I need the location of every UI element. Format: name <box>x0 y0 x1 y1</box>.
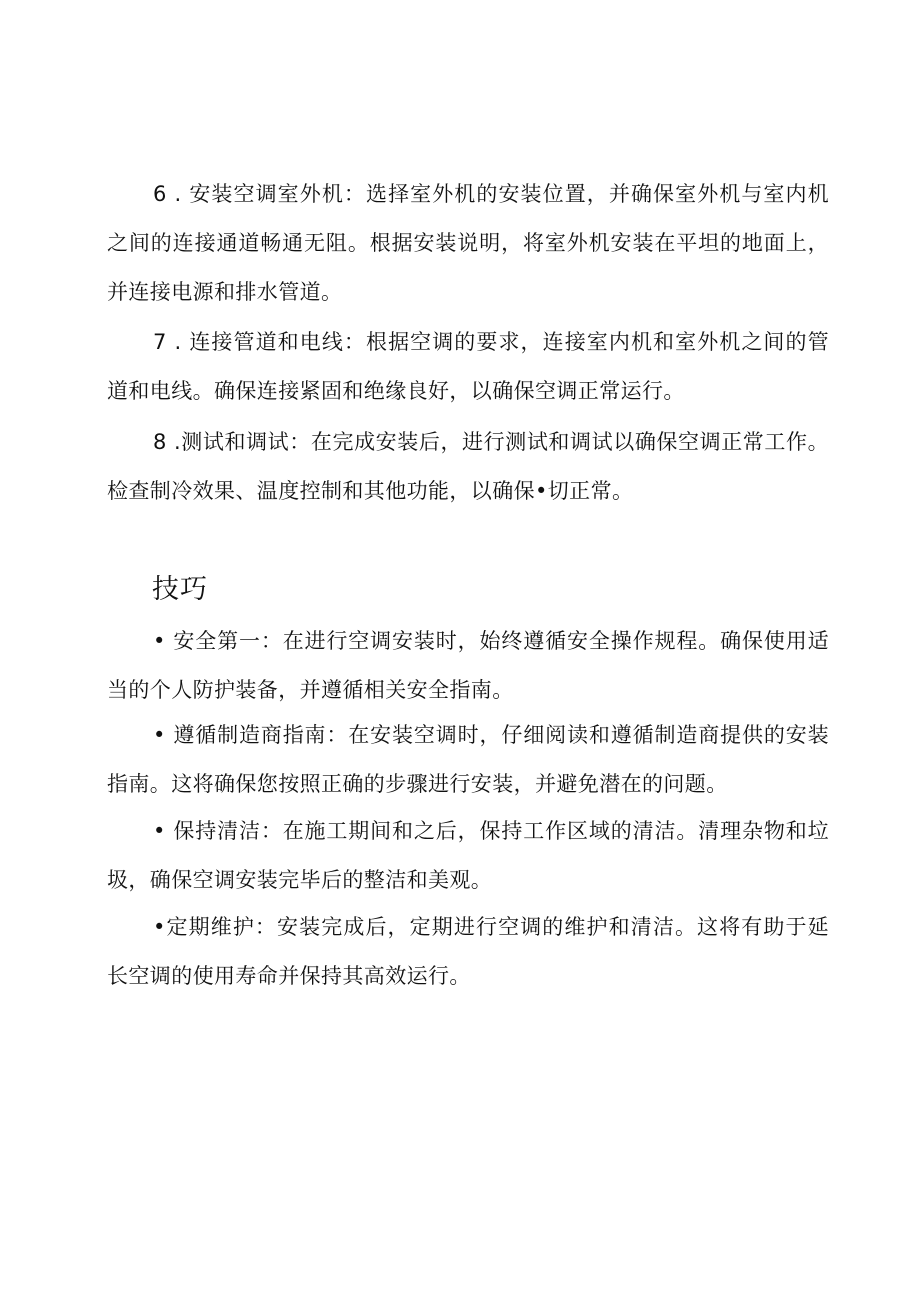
tip-maintenance-paragraph: •定期维护：安装完成后，定期进行空调的维护和清洁。这将有助于延长空调的使用寿命并保持其高效运行。 <box>107 915 829 988</box>
tip-clean-paragraph: • 保持清洁：在施工期间和之后，保持工作区域的清洁。清理杂物和垃圾，确保空调安装完毕后的整洁和美观。 <box>107 819 829 892</box>
step-6-paragraph: 6 . 安装空调室外机：选择室外机的安装位置，并确保室外机与室内机之间的连接通道畅通无阻。根据安装说明，将室外机安装在平坦的地面上，并连接电源和排水管道。 <box>107 182 829 304</box>
step-7-paragraph: 7 . 连接管道和电线：根据空调的要求，连接室内机和室外机之间的管道和电线。确保连接紧固和绝缘良好，以确保空调正常运行。 <box>107 330 829 403</box>
tip-safety-paragraph: • 安全第一：在进行空调安装时，始终遵循安全操作规程。确保使用适当的个人防护装备，并遵循相关安全指南。 <box>107 629 829 702</box>
step-8-paragraph: 8 .测试和调试：在完成安装后，进行测试和调试以确保空调正常工作。检查制冷效果、温度控制和其他功能，以确保•切正常。 <box>107 430 829 503</box>
tips-heading: 技巧 <box>152 574 208 605</box>
tip-manufacturer-paragraph: • 遵循制造商指南：在安装空调时，仔细阅读和遵循制造商提供的安装指南。这将确保您按照正确的步骤进行安装，并避免潜在的问题。 <box>107 723 829 796</box>
